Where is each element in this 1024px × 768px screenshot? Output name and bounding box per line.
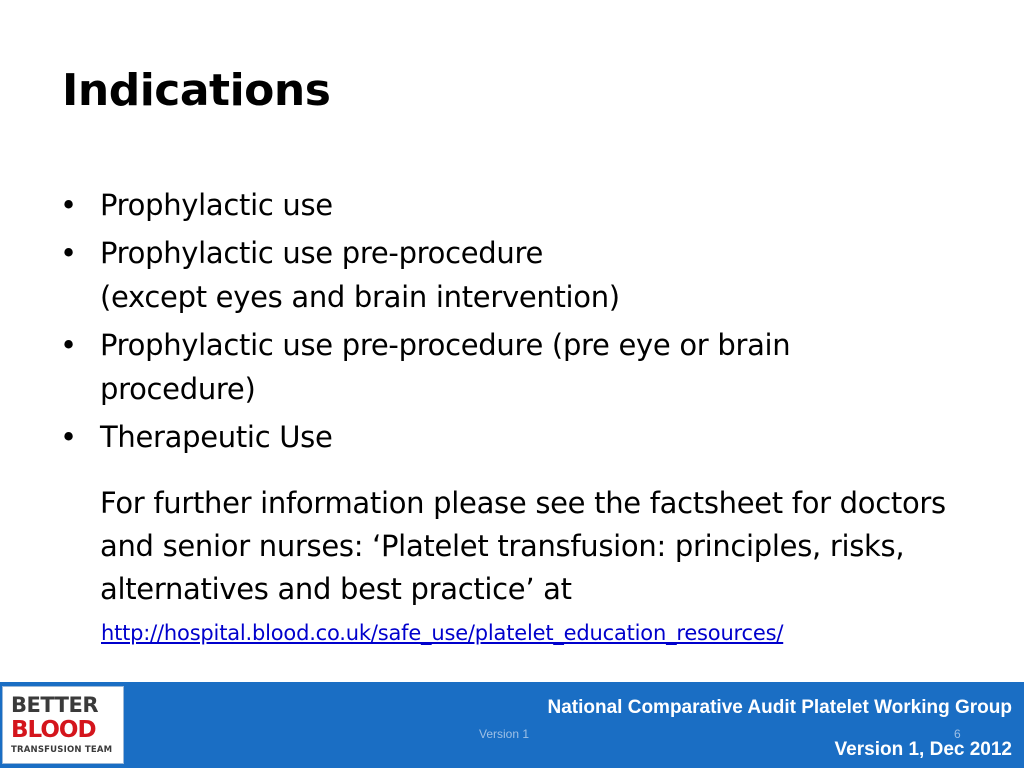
bullet-subtext: procedure) <box>100 372 256 406</box>
bullet-text: Therapeutic Use <box>100 420 333 454</box>
slide-title: Indications <box>62 65 331 116</box>
bullet-item <box>0 415 920 459</box>
info-paragraph: For further information please see the factsheet for doctors and senior nurses: ‘Platelet transfusion: principles, risks, alternatives and best practice’ at <box>100 486 946 606</box>
bullet-text: Prophylactic use <box>100 188 333 222</box>
logo-text-top: BETTER <box>11 693 98 717</box>
factsheet-link[interactable]: http://hospital.blood.co.uk/safe_use/platelet_education_resources/ <box>101 621 784 645</box>
bullet-dot-icon: • <box>60 188 77 222</box>
better-blood-logo <box>2 686 124 764</box>
logo-text-bottom: TRANSFUSION TEAM <box>11 745 113 755</box>
bullet-text: Prophylactic use pre-procedure <box>100 236 544 270</box>
bullet-dot-icon: • <box>60 236 77 270</box>
bullet-dot-icon: • <box>60 328 77 362</box>
footer-version-date: Version 1, Dec 2012 <box>834 739 1012 760</box>
bullet-item <box>0 231 920 319</box>
bullet-subtext: (except eyes and brain intervention) <box>100 280 620 314</box>
bullet-item <box>0 183 920 227</box>
bullet-list <box>0 183 1024 463</box>
footer-group-name: National Comparative Audit Platelet Working Group <box>547 697 1012 718</box>
page-number: 6 <box>954 727 961 741</box>
bullet-text: Prophylactic use pre-procedure (pre eye or brain <box>100 328 791 362</box>
footer-version-small: Version 1 <box>479 727 530 741</box>
logo-text-mid: BLOOD <box>11 717 96 743</box>
bullet-dot-icon: • <box>60 420 77 454</box>
bullet-item <box>0 323 920 411</box>
